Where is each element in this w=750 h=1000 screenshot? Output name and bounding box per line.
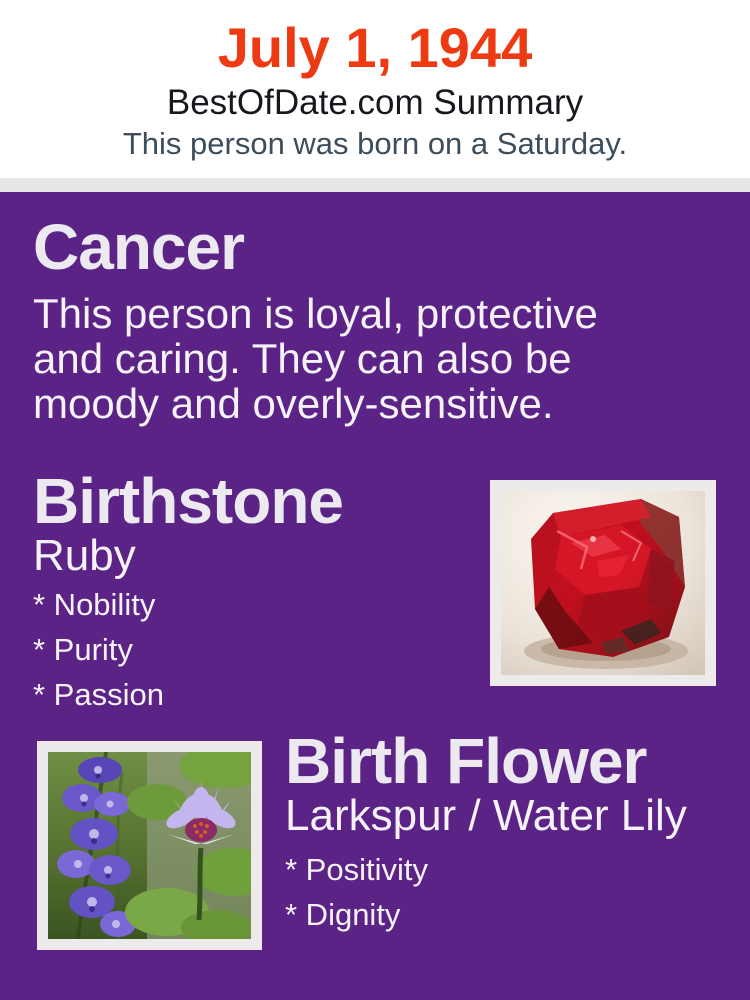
birth-flower-trait-list xyxy=(285,847,428,937)
birth-flower-section-title: Birth Flower xyxy=(285,725,647,797)
birthstone-trait: * Passion xyxy=(33,677,164,712)
birth-flower-name: Larkspur / Water Lily xyxy=(285,791,687,840)
born-day-line: This person was born on a Saturday. xyxy=(122,126,628,161)
birthstone-section-title: Birthstone xyxy=(33,465,343,537)
zodiac-description: This person is loyal, protective and caring. They can also be moody and overly-sensitive. xyxy=(33,290,598,427)
birth-flower-trait: * Dignity xyxy=(285,897,401,932)
larkspur-water-lily-photo xyxy=(37,741,262,950)
ruby-crystal-illustration xyxy=(501,491,705,675)
header-divider xyxy=(0,178,750,192)
main-panel xyxy=(0,192,750,1000)
page-title-date: July 1, 1944 xyxy=(217,16,533,79)
zodiac-sign-title: Cancer xyxy=(33,211,244,283)
birth-flower-trait: * Positivity xyxy=(285,852,428,887)
site-summary-line: BestOfDate.com Summary xyxy=(166,83,584,122)
ruby-crystal-photo xyxy=(490,480,716,686)
birthstone-trait: * Purity xyxy=(33,632,133,667)
header xyxy=(0,0,750,178)
birthstone-name: Ruby xyxy=(33,531,136,580)
birthstone-trait-list xyxy=(33,582,164,717)
birthstone-trait: * Nobility xyxy=(33,587,156,622)
larkspur-water-lily-illustration xyxy=(48,752,251,939)
